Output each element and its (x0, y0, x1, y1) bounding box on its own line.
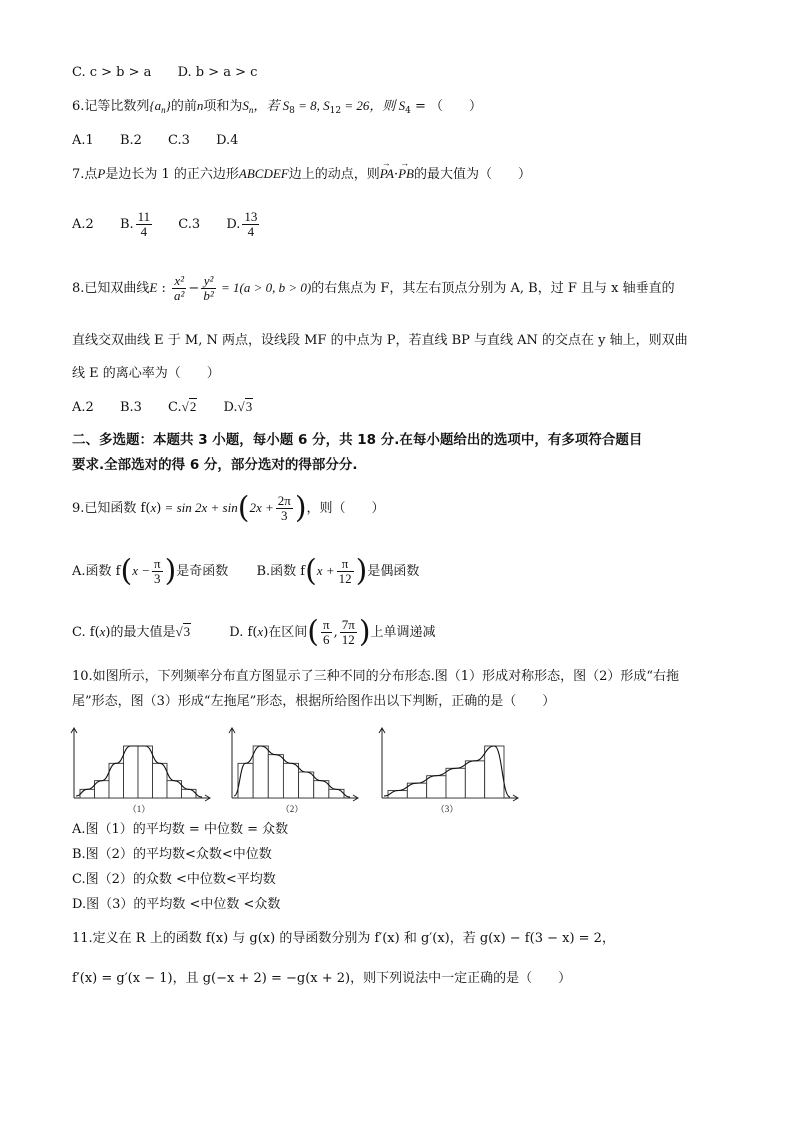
q9-b-end: 是偶函数 (367, 564, 420, 579)
q7-stem-mid: 是边长为 1 的正六边形 (105, 167, 239, 182)
q7-d-den: 4 (247, 224, 255, 239)
question-8-line2: 直线交双曲线 E 于 M, N 两点，设线段 MF 的中点为 P，若直线 BP 与直线 AN 的交点在 y 轴上，则双曲 (72, 333, 688, 348)
section-2-heading-line2: 要求.全部选对的得 6 分，部分选对的得部分分. (72, 457, 358, 473)
histogram-bar (427, 776, 446, 798)
q7-stem-mid2: 边上的动点，则 (288, 167, 380, 182)
question-8-line3: 线 E 的离心率为（ ） (72, 366, 220, 381)
histogram-1 (71, 728, 210, 814)
q8-e: E (149, 280, 158, 295)
q9-d-d2: 12 (341, 632, 355, 647)
q9-d-end: 上单调递减 (370, 625, 436, 640)
q8-a2: a² (174, 288, 185, 303)
q6-n: n (196, 98, 204, 113)
q7-option-b-frac (136, 210, 153, 239)
histogram-caption: （2） (280, 804, 304, 814)
q6-cond: ，若 S (253, 98, 290, 113)
q6-seq-close: } (165, 98, 171, 113)
q10-option-d: D.图（3）的平均数 <中位数 <众数 (72, 897, 281, 912)
q10-option-a: A.图（1）的平均数 = 中位数 = 众数 (72, 822, 289, 837)
q6-option-c: C.3 (168, 133, 190, 148)
q9-option-c: C. f (72, 625, 95, 640)
q8-c-rad: 2 (189, 399, 197, 414)
q6-c2-sub: 12 (329, 106, 342, 116)
histogram-bar (80, 789, 95, 798)
q9-a-frac (152, 557, 163, 586)
question-9: 9.已知函数 f(x) = sin 2x + sin(2x + $\frac{2\pi}{3}$ )，则（ ） (72, 490, 385, 526)
q9-c-sqrt: √3 (175, 624, 191, 639)
q8-options (72, 397, 734, 418)
q10-option-c: C.图（2）的众数 <中位数<平均数 (72, 872, 276, 887)
q9-option-d: D. f (229, 625, 253, 640)
q9-a-num: π (153, 556, 161, 571)
histogram-bar (388, 791, 407, 798)
q8-y2: y² (201, 274, 215, 289)
q9-d-frac2 (340, 618, 357, 647)
histogram-caption: （1） (127, 804, 151, 814)
q9-a-end: 是奇函数 (176, 564, 229, 579)
q7-option-d: D. (226, 217, 241, 232)
q6-option-b: B.2 (119, 133, 142, 148)
q8-option-c-sqrt: √2 (181, 399, 197, 414)
q9-option-b: B.函数 f (256, 564, 306, 579)
histogram-figures (60, 722, 530, 818)
question-10-line2: 尾”形态，图（3）形成“左拖尾”形态，根据所给图作出以下判断，正确的是（ ） (72, 694, 556, 709)
q10-option-b: B.图（2）的平均数<众数<中位数 (72, 847, 272, 862)
q7-hexagon: ABCDEF (238, 166, 289, 181)
q6-stem: 6.记等比数列 (72, 99, 150, 114)
q7-end: 的最大值为（ ） (414, 167, 532, 182)
q9-end: ，则（ ） (306, 501, 385, 516)
q9-b-num: π (337, 557, 354, 572)
question-11-line2: f′(x) = g′(x − 1)，且 g(−x + 2) = −g(x + 2)，则下列说法中一定正确的是（ ） (72, 971, 572, 986)
q8-x2: x² (172, 274, 186, 289)
q9-options-cd: C. f(x)的最大值是√3 D. f(x)在区间( $\frac{\pi}{6}$ , $\frac{7\pi}{12}$ )上单调递减 (72, 614, 436, 650)
q7-vector-pa: → PA (380, 164, 394, 184)
q9-b-den: 12 (338, 571, 352, 586)
q8-b2: b² (203, 288, 214, 303)
histogram-bar (465, 761, 484, 798)
q8-option-c: C. (168, 400, 182, 415)
question-10-line1: 10.如图所示，下列频率分布直方图显示了三种不同的分布形态.图（1）形成对称形态，图（2）形成“右拖 (72, 669, 679, 684)
histogram-bar (268, 755, 283, 798)
q6-c1-sub: 8 (289, 106, 295, 116)
q5-option-c: C. c > b > a (72, 65, 152, 80)
q7-option-d-frac (242, 210, 259, 239)
q9-d-n1: π (323, 617, 330, 632)
q6-c3-sub: 4 (405, 106, 411, 116)
q9-frac (276, 494, 293, 523)
q9-den: 3 (281, 508, 288, 523)
q8-option-d-sqrt: √3 (237, 399, 253, 414)
q6-s-sub: n (248, 105, 254, 115)
histogram-bar (299, 772, 314, 798)
q8-frac-y (201, 274, 215, 303)
q7-b-den: 4 (140, 224, 148, 239)
q9-inner: 2x + (249, 500, 274, 515)
q6-seq: {a (149, 98, 162, 113)
q6-c1: = 8, S (294, 98, 330, 113)
q9-num: 2π (277, 493, 291, 508)
histogram-caption: （3） (435, 804, 459, 814)
q7-option-c: C.3 (178, 217, 201, 232)
histogram-bar (485, 746, 504, 798)
question-8-line1 (72, 271, 734, 306)
q9-c-rad: 3 (183, 624, 191, 639)
q6-options (72, 131, 734, 151)
q9-pre: 9.已知函数 f (72, 501, 146, 516)
question-11-line1: 11.定义在 R 上的函数 f(x) 与 g(x) 的导函数分别为 f′(x) 和 g′(x)，若 g(x) − f(3 − x) = 2， (72, 931, 615, 946)
q7-stem: 7.点 (72, 167, 98, 182)
histogram-bar (329, 789, 344, 798)
q8-colon: : (157, 281, 171, 296)
q7-option-b: B. (119, 217, 134, 232)
histogram-bar (446, 768, 465, 798)
q9-a-den: 3 (154, 571, 161, 586)
q8-option-a: A.2 (72, 400, 94, 415)
q9-d-n2: 7π (341, 617, 355, 632)
q6-seq-sub: n (161, 105, 166, 115)
q7-d-num: 13 (244, 209, 258, 224)
q8-pre: 8.已知双曲线 (72, 281, 150, 296)
q8-eq: = 1(a > 0, b > 0) (217, 280, 312, 295)
q7-b-num: 11 (137, 209, 151, 224)
histogram-bar (182, 789, 197, 798)
q6-c2: = 26，则 S (341, 98, 406, 113)
question-6 (72, 96, 734, 121)
q8-frac-x (172, 274, 186, 303)
histogram-2 (229, 728, 358, 814)
q9-b-frac (337, 557, 354, 586)
q9-d-d1: 6 (323, 632, 330, 647)
q6-end: = （ ） (410, 99, 483, 114)
q5-option-d: D. b > a > c (177, 65, 258, 80)
section-2-heading-line1: 二、多选题：本题共 3 小题，每小题 6 分，共 18 分.在每小题给出的选项中，有多项符合题目 (72, 432, 643, 448)
q6-s: S (242, 98, 249, 113)
q7-dot: · (393, 167, 399, 182)
q5-options (72, 63, 734, 83)
q6-stem-mid2: 项和为 (203, 99, 243, 114)
q9-d-mid: 在区间 (268, 625, 308, 640)
q9-mid: = sin 2x + sin (161, 500, 238, 515)
q9-x: x (150, 500, 157, 515)
histogram-bar (124, 746, 139, 798)
q7-p: P (97, 166, 106, 181)
q9-c-mid: 的最大值是 (110, 625, 176, 640)
q7-vector-pb: → PB (398, 164, 414, 184)
q8-option-b: B.3 (119, 400, 142, 415)
q8-option-d: D. (223, 400, 238, 415)
histogram-bar (138, 746, 153, 798)
q6-option-a: A.1 (72, 133, 94, 148)
q8-line1-rest: 的右焦点为 F，其左右顶点分别为 A, B，过 F 且与 x 轴垂直的 (311, 281, 675, 296)
q6-option-d: D.4 (216, 133, 239, 148)
q6-stem-mid: 的前 (170, 99, 197, 114)
histogram-bar (238, 763, 253, 798)
q9-d-frac1 (321, 618, 332, 647)
q7-option-a: A.2 (72, 217, 94, 232)
histogram-bar (253, 746, 268, 798)
q9-a-inner: x − (132, 563, 150, 578)
histogram-3 (379, 728, 518, 814)
histogram-bar (283, 763, 298, 798)
q9-option-a: A.函数 f (72, 564, 121, 579)
question-7 (72, 164, 734, 185)
q8-minus: − (188, 281, 200, 296)
q7-options (72, 208, 734, 242)
q8-d-rad: 3 (245, 399, 253, 414)
q9-b-inner: x + (316, 563, 335, 578)
q9-options-ab: A.函数 f(x − $\frac{\pi}{3}$ )是奇函数 B.函数 f(x + $\frac{\pi}{12}$ )是偶函数 (72, 553, 420, 589)
